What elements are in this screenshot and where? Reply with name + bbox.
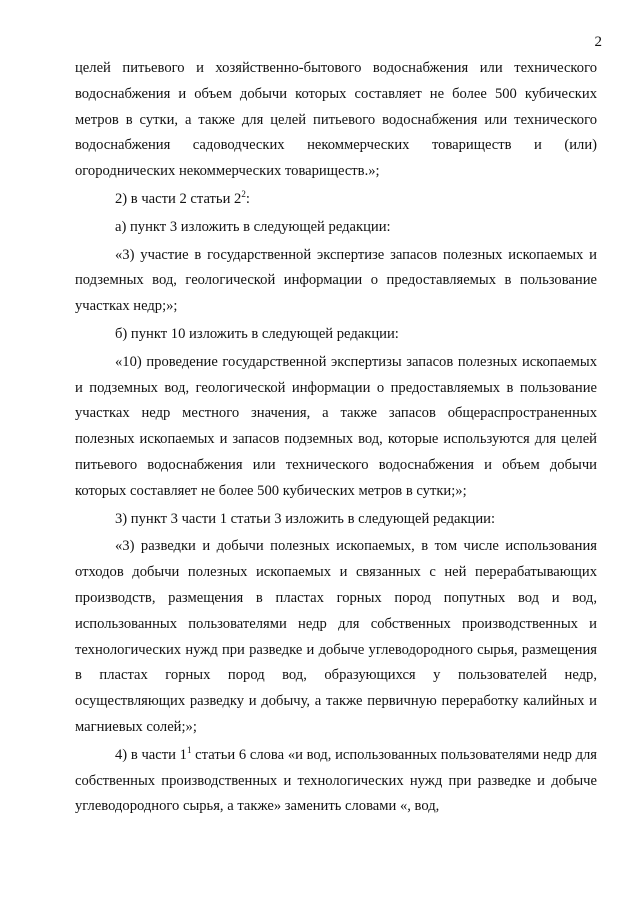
paragraph-item-4: [75, 743, 597, 820]
paragraph-continuation: целей питьевого и хозяйственно-бытового водоснабжения или технического водоснабжения и объем добычи которых составляет не более 500 кубических метров в сутки, а также для целей питьевого водоснабжения или технического водоснабжения садоводческих некоммерческих товариществ и (или) огороднических некоммерческих товариществ.»;: [75, 60, 597, 180]
paragraph-item-2-text: 2) в части 2 статьи 2: [115, 190, 242, 207]
paragraph-quote-10: «10) проведение государственной экспертизы запасов полезных ископаемых и подземных вод, геологической информации о предоставляемых в пользование участках недр местного значения, а также запасов общераспространенных полезных ископаемых и запасов подземных вод, которые используются для целей питьевого водоснабжения или технического водоснабжения и объем добычи которых составляет не более 500 кубических метров в сутки;»;: [75, 353, 597, 499]
paragraph-item-2a: а) пункт 3 изложить в следующей редакции:: [115, 218, 391, 235]
paragraph-quote-3-razvedka: «3) разведки и добычи полезных ископаемых, в том числе использования отходов добычи полезных ископаемых и связанных с ней перерабатывающих производств, размещения в пластах горных пород попутных вод и вод, использованных пользователями недр для собственных производственных и технологических нужд при разведке и добыче углеводородного сырья, размещения в пластах горных пород вод, образующихся у пользователей недр, осуществляющих разведку и добычу, а также первичную переработку калийных и магниевых солей;»;: [75, 538, 597, 735]
paragraph-item-4-text: 4) в части 1: [115, 746, 187, 763]
paragraph-item-3: 3) пункт 3 части 1 статьи 3 изложить в следующей редакции:: [115, 510, 496, 527]
paragraph-item-2b: б) пункт 10 изложить в следующей редакции:: [115, 325, 399, 342]
paragraph-item-2-tail: :: [245, 190, 250, 207]
superscript: 1: [186, 744, 192, 755]
superscript: 2: [241, 188, 246, 199]
paragraph-quote-3: «3) участие в государственной экспертизе запасов полезных ископаемых и подземных вод, геологической информации о предоставляемых в пользование участках недр;»;: [75, 246, 597, 315]
paragraph-item-4-tail: статьи 6 слова «и вод, использованных пользователями недр для собственных производственных и технологических нужд при разведке и добыче углеводородного сырья, а также» заменить словами «, вод,: [75, 746, 597, 815]
document-body: [75, 56, 597, 820]
page-number: 2: [594, 34, 602, 50]
paragraph-item-2: [75, 187, 597, 213]
